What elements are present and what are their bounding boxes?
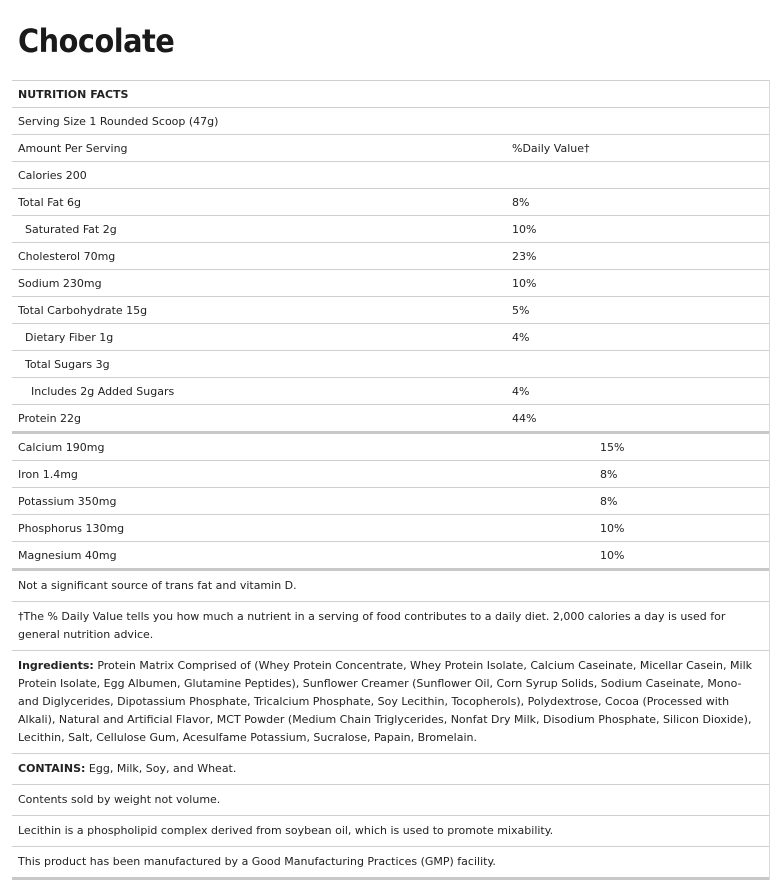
daily-value-footnote [12, 601, 769, 650]
contains-section [12, 753, 769, 784]
mineral-label: Potassium 350mg [18, 495, 117, 508]
mineral-row [12, 487, 769, 514]
nutrient-dv: 8% [512, 196, 530, 209]
note-text: This product has been manufactured by a Good Manufacturing Practices (GMP) facility. [18, 855, 496, 868]
mineral-row [12, 541, 769, 568]
calories-row [12, 161, 769, 188]
mineral-dv: 15% [600, 441, 625, 454]
nutrient-label: Total Fat 6g [18, 196, 82, 209]
mineral-row [12, 431, 769, 460]
not-significant-text: Not a significant source of trans fat and vitamin D. [18, 579, 297, 592]
note-row [12, 815, 769, 846]
nutrient-row [12, 296, 769, 323]
nutrition-facts-table [12, 80, 770, 880]
nutrient-label: Sodium 230mg [18, 277, 102, 290]
nutrient-dv: 5% [512, 304, 530, 317]
amount-per-serving: Amount Per Serving [18, 142, 128, 155]
contains-text: Egg, Milk, Soy, and Wheat. [85, 762, 237, 775]
nutrient-row [12, 323, 769, 350]
nutrient-dv: 4% [512, 385, 530, 398]
nutrient-dv: 10% [512, 277, 537, 290]
nutrient-label: Saturated Fat 2g [25, 223, 117, 236]
mineral-dv: 10% [600, 549, 625, 562]
mineral-label: Iron 1.4mg [18, 468, 78, 481]
nutrient-row [12, 242, 769, 269]
mineral-label: Calcium 190mg [18, 441, 105, 454]
serving-row [12, 107, 769, 134]
nutrient-row [12, 269, 769, 296]
nutrient-row [12, 377, 769, 404]
nutrient-row [12, 350, 769, 377]
nutrient-dv: 44% [512, 412, 537, 425]
not-significant-note [12, 568, 769, 601]
nutrient-label: Includes 2g Added Sugars [31, 385, 175, 398]
nutrient-row [12, 404, 769, 431]
nutrient-label: Total Sugars 3g [25, 358, 110, 371]
daily-value-header: %Daily Value† [512, 142, 590, 155]
mineral-dv: 8% [600, 495, 618, 508]
facts-header: NUTRITION FACTS [18, 88, 129, 101]
mineral-label: Magnesium 40mg [18, 549, 117, 562]
nutrient-dv: 10% [512, 223, 537, 236]
nutrient-label: Cholesterol 70mg [18, 250, 116, 263]
nutrient-label: Total Carbohydrate 15g [18, 304, 148, 317]
note-row [12, 846, 769, 877]
facts-header-row [12, 80, 769, 107]
calories: Calories 200 [18, 169, 87, 182]
mineral-label: Phosphorus 130mg [18, 522, 125, 535]
nutrient-dv: 4% [512, 331, 530, 344]
nutrient-row [12, 215, 769, 242]
nutrient-label: Protein 22g [18, 412, 82, 425]
footnote-text: †The % Daily Value tells you how much a nutrient in a serving of food contributes to a daily diet. 2,000 calories a day is used for general nutrition advice. [18, 610, 726, 641]
note-text: Lecithin is a phospholipid complex derived from soybean oil, which is used to promote mixability. [18, 824, 554, 837]
mineral-row [12, 460, 769, 487]
ingredients-text: Protein Matrix Comprised of (Whey Protein Concentrate, Whey Protein Isolate, Calcium Caseinate, Micellar Casein, Milk Protein Isolate, Egg Albumen, Glutamine Peptides), Sunflower Creamer (Sunflower Oil, Corn Syrup Solids, Sodium Caseinate, Mono- and Diglycerides, Dipotassium Phosphate, Tricalcium Phosphate, Soy Lecithin, Tocopherols), Polydextrose, Cocoa (Processed with Alkali), Natural and Artificial Flavor, MCT Powder (Medium Chain Triglycerides, Nonfat Dry Milk, Disodium Phosphate, Silicon Dioxide), Lecithin, Salt, Cellulose Gum, Acesulfame Potassium, Sucralose, Papain, Bromelain. [18, 659, 752, 744]
contains-label: CONTAINS: [18, 762, 86, 775]
amount-header-row [12, 134, 769, 161]
product-title: Chocolate [18, 22, 175, 60]
mineral-dv: 8% [600, 468, 618, 481]
note-text: Contents sold by weight not volume. [18, 793, 221, 806]
nutrient-dv: 23% [512, 250, 537, 263]
mineral-row [12, 514, 769, 541]
nutrient-label: Dietary Fiber 1g [25, 331, 114, 344]
ingredients-label: Ingredients: [18, 659, 94, 672]
ingredients-section [12, 650, 769, 753]
nutrient-row [12, 188, 769, 215]
serving-size: Serving Size 1 Rounded Scoop (47g) [18, 115, 219, 128]
mineral-dv: 10% [600, 522, 625, 535]
note-row [12, 784, 769, 815]
